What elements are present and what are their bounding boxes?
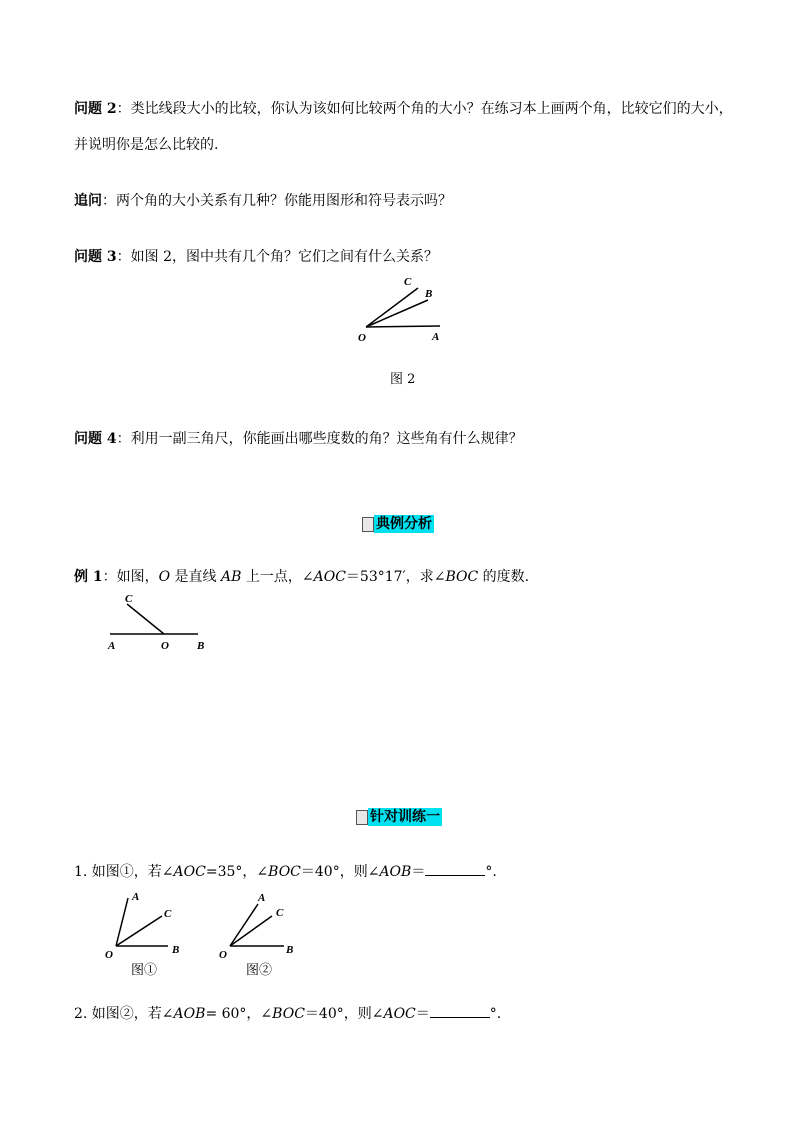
question-3 (74, 246, 438, 266)
figure-1-caption: 图① (131, 963, 158, 978)
example-1-text: 的度数. (478, 569, 530, 585)
example-1 (74, 566, 529, 586)
question-2-continued: 并说明你是怎么比较的. (74, 137, 219, 153)
figure-2b-diagram (214, 886, 314, 961)
ray-oc (127, 604, 164, 634)
example-1-text: ：如图， (102, 569, 159, 585)
example-1-text: ＝53°17′，求∠ (345, 569, 446, 585)
exercise-1-text: ＝ (411, 864, 426, 880)
exercise-1-text: ＝40°，则∠ (300, 864, 380, 880)
question-2 (74, 98, 733, 118)
figure-2b-caption: 图② (246, 963, 273, 978)
point-o-label: O (219, 949, 227, 961)
exercise-2-text: = 60°，∠ (205, 1006, 273, 1022)
figure-1-diagram (100, 886, 200, 961)
answer-blank[interactable] (430, 1005, 490, 1018)
point-b-label: B (172, 944, 180, 956)
point-b-label: B (197, 640, 205, 652)
section-header-targeted-practice (356, 808, 442, 826)
angle-aoc: AOC (383, 1006, 416, 1022)
exercise-1-text: =35°，∠ (205, 864, 269, 880)
point-a-label: A (108, 640, 116, 652)
ray-oc (230, 916, 272, 946)
question-4-label: 问题 4 (74, 431, 117, 447)
example-1-diagram (100, 590, 220, 655)
question-2-label: 问题 2 (74, 101, 117, 117)
point-c-label: C (164, 908, 172, 920)
ray-oa (230, 904, 258, 946)
figure-2-caption: 图 2 (390, 372, 416, 387)
angle-aob: AOB (379, 864, 412, 880)
section-marker-icon (356, 810, 368, 825)
exercise-1 (74, 861, 497, 881)
question-3-label: 问题 3 (74, 249, 117, 265)
question-4-text: ：利用一副三角尺，你能画出哪些度数的角？这些角有什么规律？ (116, 431, 523, 447)
example-1-text: 上一点，∠ (241, 569, 314, 585)
question-3-text: ：如图 2，图中共有几个角？它们之间有什么关系？ (116, 249, 438, 265)
angle-aob: AOB (173, 1006, 206, 1022)
section-title: 典例分析 (376, 516, 432, 532)
exercise-2-text: 2. 如图②，若∠ (74, 1006, 174, 1022)
figure-2-diagram (350, 272, 460, 347)
ray-oa (366, 326, 440, 327)
angle-aoc: AOC (313, 569, 346, 585)
answer-blank[interactable] (425, 863, 485, 876)
point-o: O (158, 569, 171, 585)
point-a-label: A (432, 331, 440, 343)
section-marker-icon (362, 517, 374, 532)
point-c-label: C (404, 276, 412, 288)
example-1-label: 例 1 (74, 569, 103, 585)
follow-up-text: ：两个角的大小关系有几种？你能用图形和符号表示吗？ (102, 193, 452, 209)
point-o-label: O (105, 949, 113, 961)
example-1-text: 是直线 (170, 569, 222, 585)
point-a-label: A (132, 891, 140, 903)
point-a-label: A (258, 892, 266, 904)
angle-aoc: AOC (173, 864, 206, 880)
point-o-label: O (161, 640, 169, 652)
exercise-1-text: 1. 如图①，若∠ (74, 864, 174, 880)
section-title: 针对训练一 (370, 809, 440, 825)
exercise-2 (74, 1003, 501, 1023)
angle-boc: BOC (268, 864, 301, 880)
exercise-2-text: ＝40°，则∠ (304, 1006, 384, 1022)
exercise-2-text: °. (489, 1006, 502, 1022)
question-4 (74, 428, 523, 448)
point-b-label: B (425, 288, 433, 300)
exercise-2-text: ＝ (415, 1006, 430, 1022)
point-b-label: B (286, 944, 294, 956)
exercise-1-text: °. (485, 864, 497, 880)
follow-up-label: 追问 (74, 193, 102, 209)
angle-boc: BOC (445, 569, 479, 585)
angle-boc: BOC (272, 1006, 305, 1022)
question-2-text: ：类比线段大小的比较，你认为该如何比较两个角的大小？在练习本上画两个角，比较它们的大小， (116, 101, 733, 117)
point-c-label: C (276, 907, 284, 919)
follow-up-question (74, 190, 452, 210)
point-o-label: O (358, 332, 366, 344)
line-ab: AB (221, 569, 242, 585)
section-header-example-analysis (362, 515, 434, 533)
point-c-label: C (125, 593, 133, 605)
